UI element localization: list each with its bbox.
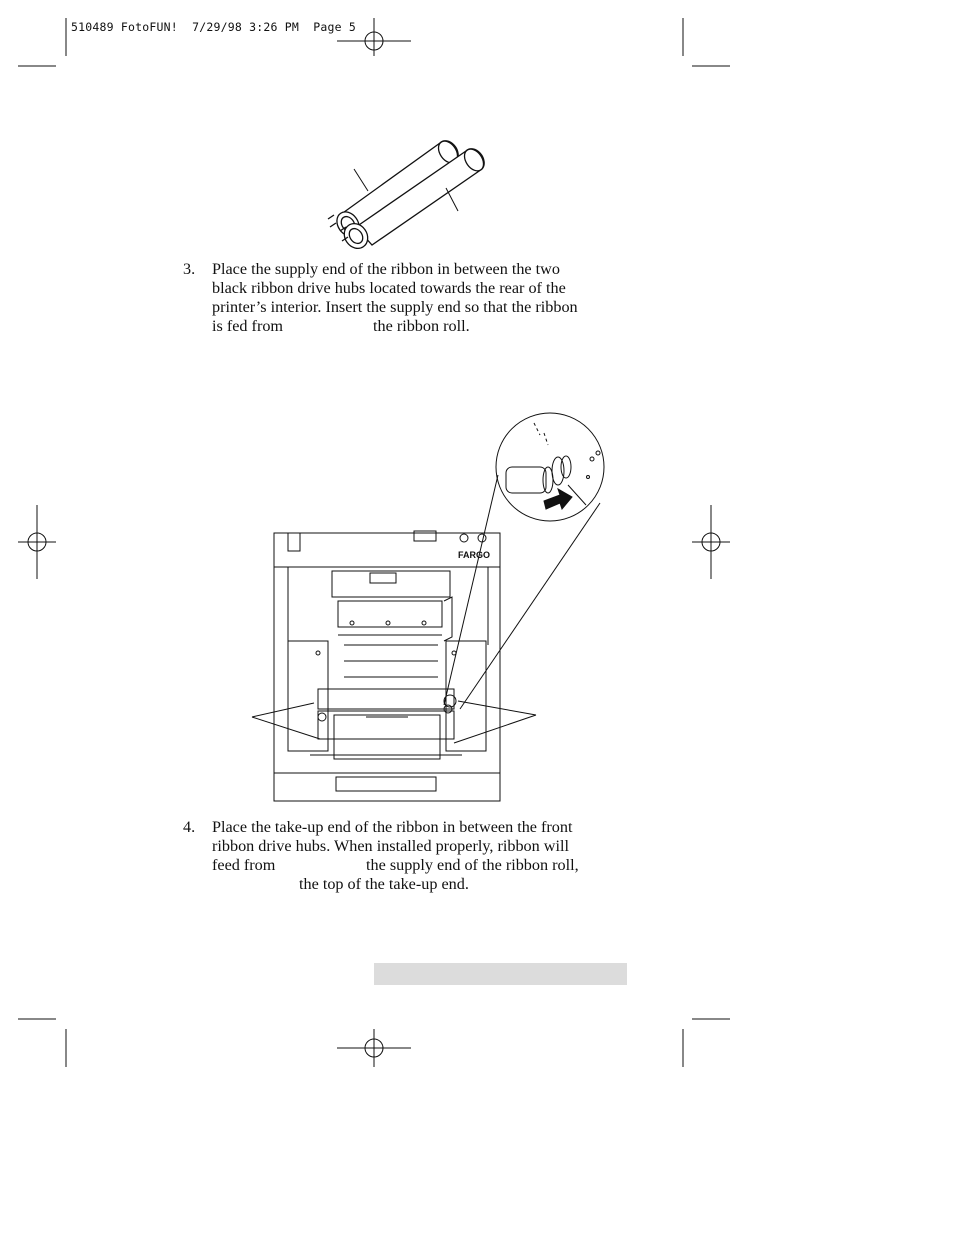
step-line: printer’s interior. Insert the supply end so that the ribbon bbox=[212, 298, 578, 316]
step-3 bbox=[183, 260, 623, 340]
step-number: 4. bbox=[183, 818, 196, 836]
printer-interior-illustration bbox=[248, 405, 613, 805]
step-line: feed from bbox=[212, 856, 276, 874]
step-line: is fed from bbox=[212, 317, 284, 335]
step-line: the ribbon roll. bbox=[373, 317, 470, 335]
step-number: 3. bbox=[183, 260, 196, 278]
step-line: black ribbon drive hubs located towards the rear of the bbox=[212, 279, 566, 297]
step-line: the supply end of the ribbon roll, bbox=[366, 856, 579, 874]
step-line: Place the supply end of the ribbon in between the two bbox=[212, 260, 560, 278]
step-4 bbox=[183, 818, 623, 898]
step-line: Place the take-up end of the ribbon in between the front bbox=[212, 818, 573, 836]
ribbon-roll-illustration bbox=[318, 135, 490, 250]
step-line: ribbon drive hubs. When installed properly, ribbon will bbox=[212, 837, 569, 855]
footer-bar bbox=[374, 963, 627, 985]
step-line: the top of the take-up end. bbox=[299, 875, 469, 893]
print-slug-line: 510489 FotoFUN! 7/29/98 3:26 PM Page 5 bbox=[71, 20, 356, 34]
printer-brand-label: FARGO bbox=[458, 550, 491, 560]
